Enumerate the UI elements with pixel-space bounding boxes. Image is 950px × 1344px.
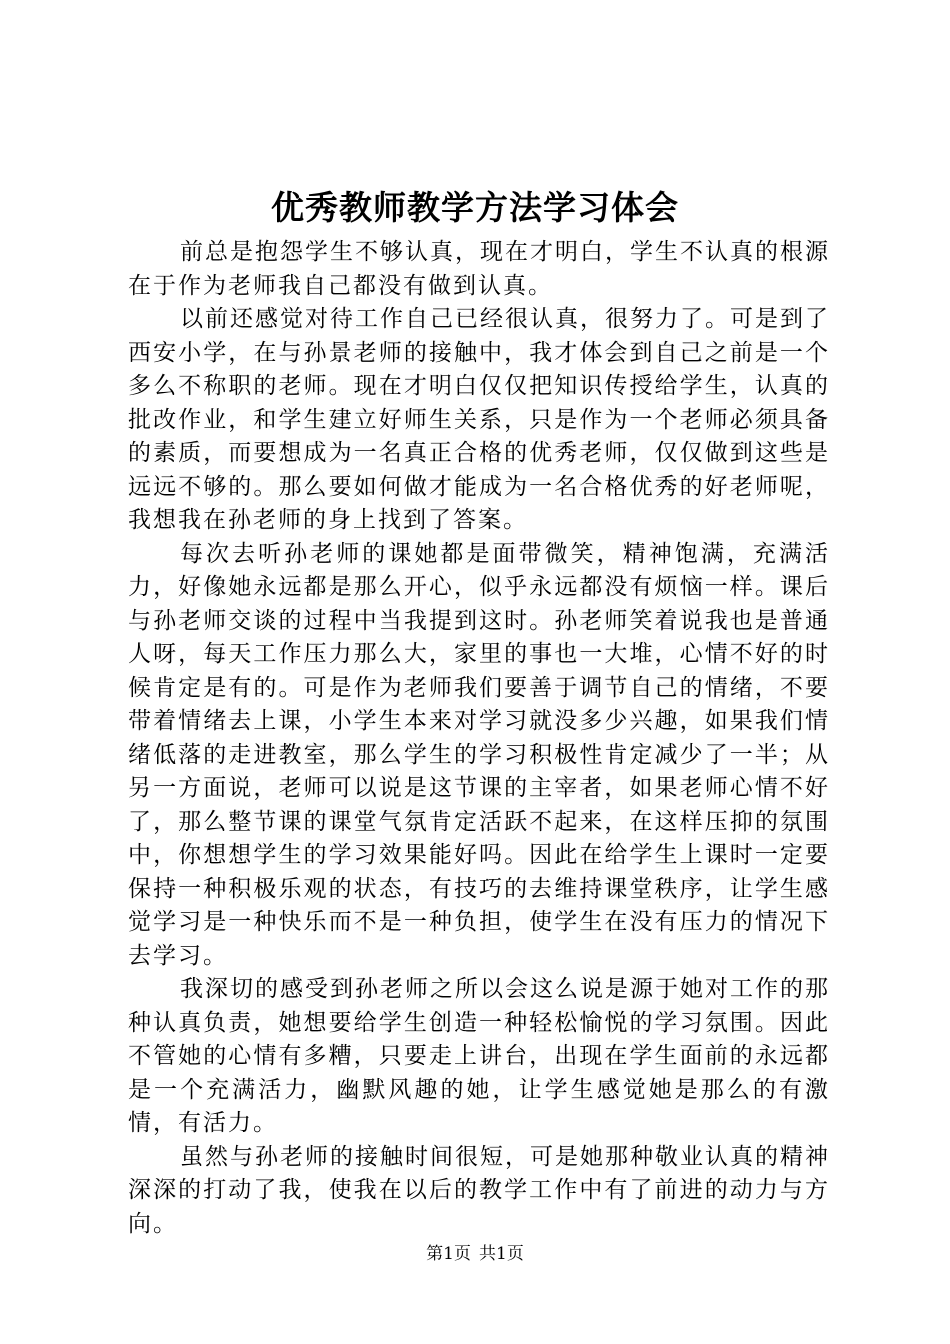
page-number: 第1页	[426, 1244, 471, 1264]
paragraph-1: 前总是抱怨学生不够认真，现在才明白，学生不认真的根源在于作为老师我自己都没有做到认真。	[128, 239, 830, 299]
paragraph-2: 以前还感觉对待工作自己已经很认真，很努力了。可是到了西安小学，在与孙景老师的接触中，我才体会到自己之前是一个多么不称职的老师。现在才明白仅仅把知识传授给学生，认真的批改作业，和学生建立好师生关系，只是作为一个老师必须具备的素质，而要想成为一名真正合格的优秀老师，仅仅做到这些是远远不够的。那么要如何做才能成为一名合格优秀的好老师呢，我想我在孙老师的身上找到了答案。	[128, 306, 830, 533]
page-total: 共1页	[479, 1244, 524, 1264]
paragraph-5: 虽然与孙老师的接触时间很短，可是她那种敬业认真的精神深深的打动了我，使我在以后的教学工作中有了前进的动力与方向。	[128, 1143, 830, 1237]
paragraph-3: 每次去听孙老师的课她都是面带微笑，精神饱满，充满活力，好像她永远都是那么开心，似乎永远都没有烦恼一样。课后与孙老师交谈的过程中当我提到这时。孙老师笑着说我也是普通人呀，每天工作压力那么大，家里的事也一大堆，心情不好的时候肯定是有的。可是作为老师我们要善于调节自己的情绪，不要带着情绪去上课，小学生本来对学习就没多少兴趣，如果我们情绪低落的走进教室，那么学生的学习积极性肯定减少了一半；从另一方面说，老师可以说是这节课的主宰者，如果老师心情不好了，那么整节课的课堂气氛肯定活跃不起来，在这样压抑的氛围中，你想想学生的学习效果能好吗。因此在给学生上课时一定要保持一种积极乐观的状态，有技巧的去维持课堂秩序，让学生感觉学习是一种快乐而不是一种负担，使学生在没有压力的情况下去学习。	[128, 540, 830, 969]
paragraph-4: 我深切的感受到孙老师之所以会这么说是源于她对工作的那种认真负责，她想要给学生创造一种轻松愉悦的学习氛围。因此不管她的心情有多糟，只要走上讲台，出现在学生面前的永远都是一个充满活力，幽默风趣的她，让学生感觉她是那么的有激情，有活力。	[128, 976, 830, 1136]
page-footer	[0, 1242, 950, 1266]
document-title: 优秀教师教学方法学习体会	[271, 188, 679, 227]
document-body	[128, 236, 830, 1241]
